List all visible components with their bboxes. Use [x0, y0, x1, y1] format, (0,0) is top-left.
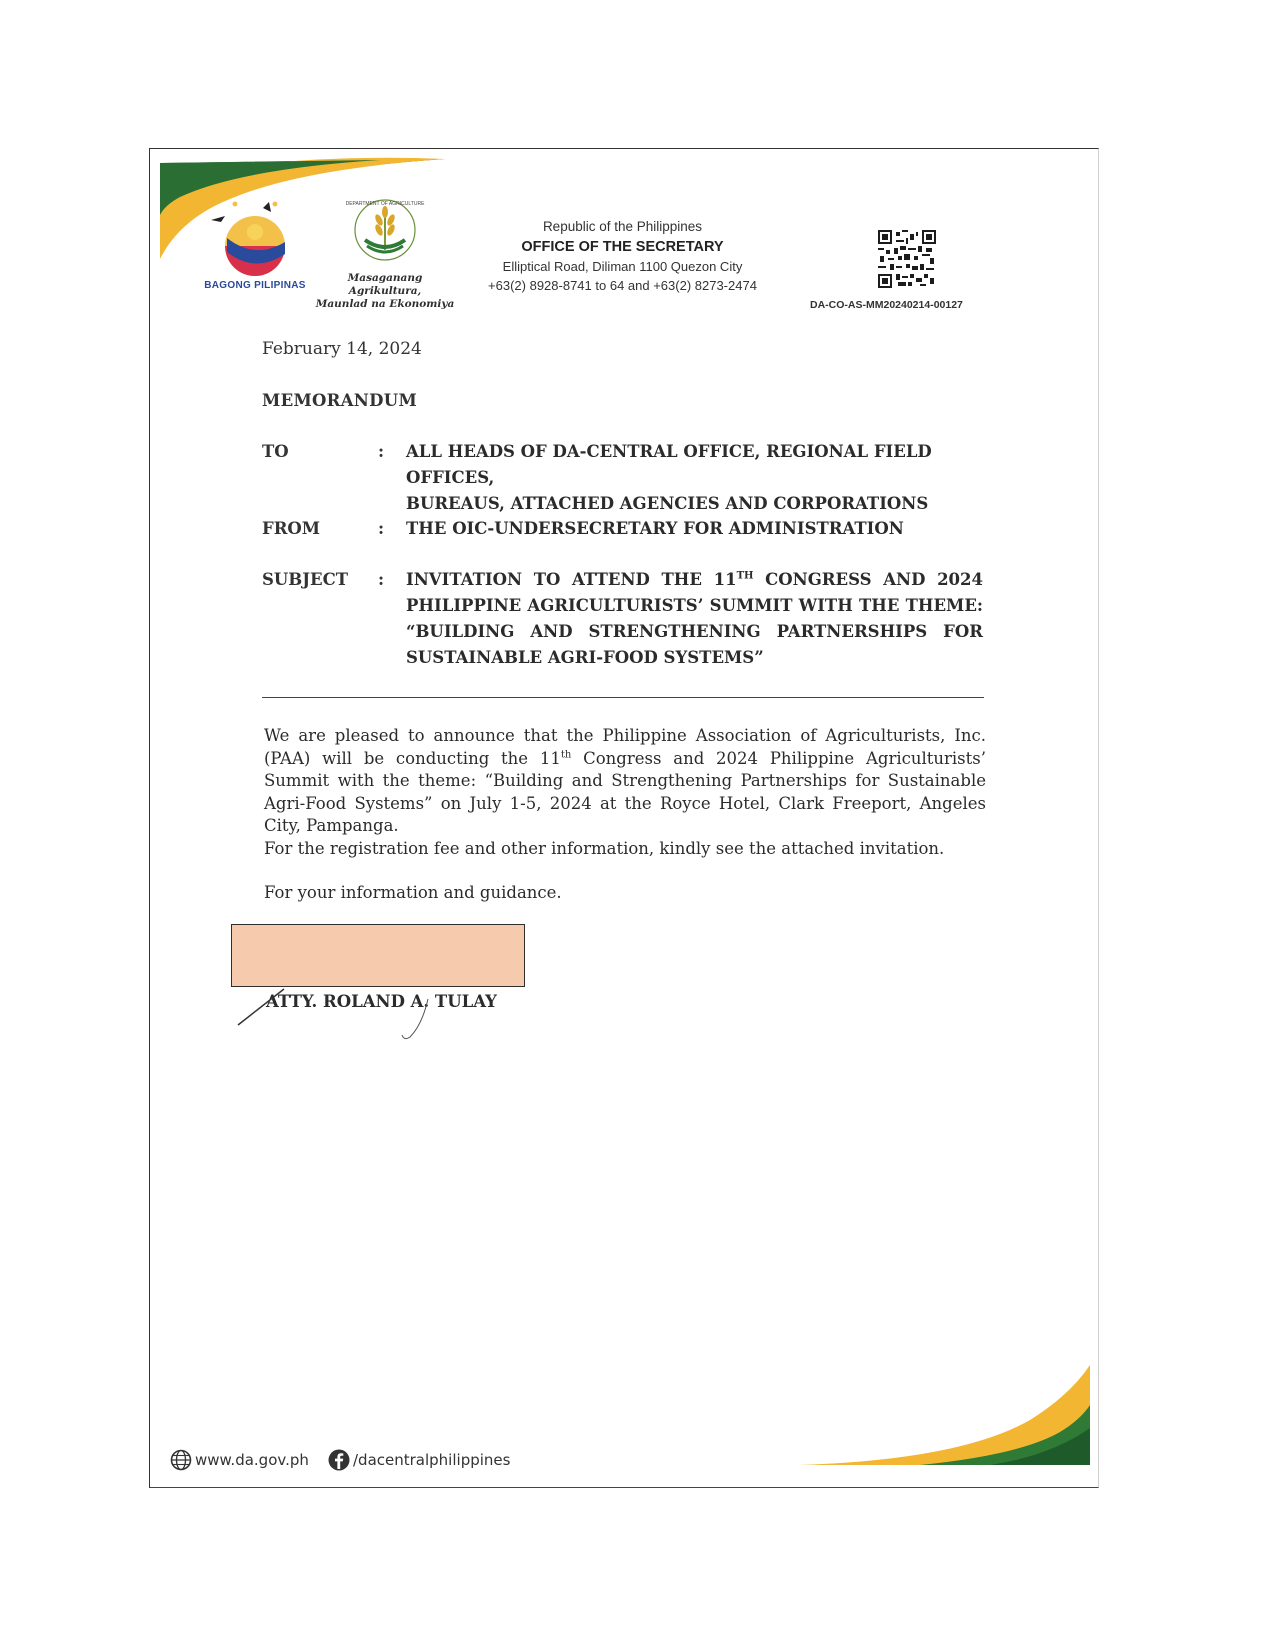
body-paragraph-2: For the registration fee and other information, kindly see the attached invitation.	[264, 839, 945, 858]
da-motto-line-1: Masaganang Agrikultura,	[347, 272, 423, 297]
from-colon: :	[378, 519, 385, 538]
subject-label: SUBJECT	[262, 570, 349, 589]
bagong-pilipinas-logo	[200, 198, 310, 298]
memo-date: February 14, 2024	[262, 339, 422, 359]
body-paragraph-1: We are pleased to announce that the Philippine Association of Agriculturists, Inc. (PAA) will be conducting the 11th Congress and 2024 Philippine Agriculturists’ Summit with the theme: “Building and Strengthening Partnerships for Sustainable Agri-Food Systems” on July 1-5, 2024 at the Royce Hotel, Clark Freeport, Angeles City, Pampanga.	[264, 726, 986, 835]
da-seal-ring-text: DEPARTMENT OF AGRICULTURE	[345, 201, 425, 207]
bagong-pilipinas-emblem-icon	[205, 198, 305, 278]
subject-line-1: INVITATION TO ATTEND THE 11TH CONGRESS AND 2024	[406, 570, 983, 589]
to-label: TO	[262, 442, 289, 461]
subject-line-4: SUSTAINABLE AGRI-FOOD SYSTEMS”	[406, 648, 764, 667]
memo-title: MEMORANDUM	[262, 391, 418, 410]
header-phones: +63(2) 8928-8741 to 64 and +63(2) 8273-2474	[488, 278, 757, 293]
subject-value	[406, 567, 983, 671]
to-line-2: BUREAUS, ATTACHED AGENCIES AND CORPORATIONS	[406, 494, 929, 513]
from-value: THE OIC-UNDERSECRETARY FOR ADMINISTRATION	[406, 519, 904, 538]
da-motto	[315, 272, 455, 311]
reference-code: DA-CO-AS-MM20240214-00127	[810, 299, 963, 311]
facebook-text: /dacentralphilippines	[353, 1451, 511, 1469]
header-address: Elliptical Road, Diliman 1100 Quezon City	[502, 259, 743, 274]
bagong-pilipinas-caption: BAGONG PILIPINAS	[204, 280, 306, 291]
da-logo	[315, 196, 455, 310]
website-text: www.da.gov.ph	[195, 1451, 309, 1469]
to-value	[406, 439, 986, 517]
subject-line-2: PHILIPPINE AGRICULTURISTS’ SUMMIT WITH THE THEME:	[406, 596, 983, 615]
signature-stroke-mark	[232, 985, 442, 1045]
da-motto-line-2: Maunlad na Ekonomiya	[315, 298, 455, 310]
body-paragraph-3: For your information and guidance.	[264, 883, 562, 902]
subject-line-3: “BUILDING AND STRENGTHENING PARTNERSHIPS FOR	[406, 622, 983, 641]
to-colon: :	[378, 442, 385, 461]
to-line-1: ALL HEADS OF DA-CENTRAL OFFICE, REGIONAL FIELD OFFICES,	[406, 442, 932, 487]
letterhead-text	[470, 217, 775, 295]
footer-website	[170, 1448, 309, 1472]
footer-facebook	[328, 1448, 510, 1472]
subject-divider	[262, 697, 984, 698]
header-office: OFFICE OF THE SECRETARY	[521, 239, 724, 255]
signatory-name: ATTY. ROLAND A. TULAY	[266, 992, 497, 1011]
redacted-signature-box	[231, 924, 525, 987]
header-country: Republic of the Philippines	[542, 219, 703, 234]
footer-swoosh-graphic	[790, 1360, 1100, 1470]
subject-colon: :	[378, 570, 385, 589]
da-seal-icon	[345, 196, 425, 268]
from-label: FROM	[262, 519, 321, 538]
facebook-icon	[328, 1449, 350, 1471]
globe-icon	[170, 1449, 192, 1471]
qr-code-icon	[878, 230, 936, 288]
